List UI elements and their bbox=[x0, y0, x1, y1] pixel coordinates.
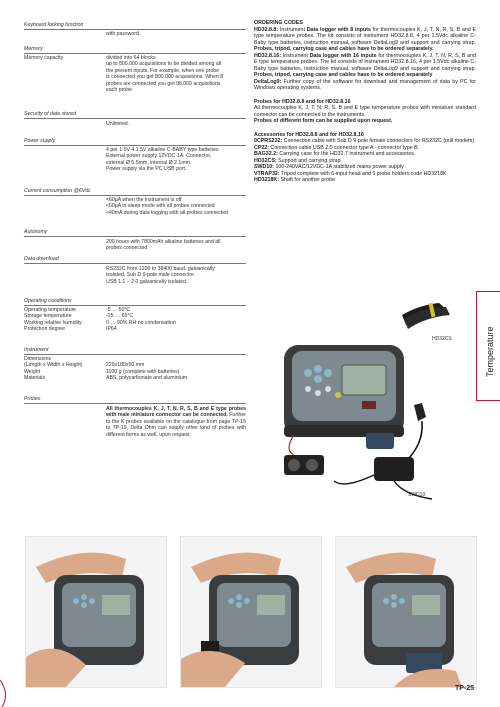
operating-values: -5 … 50°C -25 … 65°C 0 … 90% RH no condensation IP64 bbox=[106, 307, 176, 333]
accessory-item: HD32CS: Support and carrying strap bbox=[254, 157, 341, 164]
accessory-item: CP22: Connection cable USB 2.0 connector type A - connector type B. bbox=[254, 144, 420, 151]
memory-title: Memory bbox=[24, 46, 43, 52]
security-title: Security of data stored bbox=[24, 111, 76, 117]
accessory-item: 9CPRS232: Connection cable with Sub D 9-pole female connectors for RS232C (null modem) bbox=[254, 138, 475, 144]
section-tab bbox=[476, 291, 500, 401]
probes-heading: Probes for HD32.8.8 and for HD32.8.16 bbox=[254, 98, 351, 105]
divider bbox=[24, 53, 246, 54]
instrument-values: 220x180x50 mm 1100 g (complete with batteries) ABS, polycarbonate and aluminium bbox=[106, 362, 188, 382]
consumption-title: Current consumption @6Vdc bbox=[24, 188, 91, 194]
accessory-item: BAG32.2: Carrying case for the HD32.7 instrument and accessories. bbox=[254, 151, 416, 157]
divider bbox=[24, 236, 246, 237]
accessory-item: HD3218K: Shaft for another probe bbox=[254, 177, 335, 183]
datalogger-image bbox=[284, 345, 404, 437]
psu-caption: SWD10 bbox=[408, 492, 426, 498]
divider bbox=[24, 354, 246, 355]
accessory-item: VTRAP32: Tripod complete with 6-input head and 5 probe holders code HD3218K bbox=[254, 170, 447, 177]
ordering-codes bbox=[254, 20, 476, 184]
strap-caption: HD32CS bbox=[432, 336, 452, 342]
divider bbox=[24, 118, 246, 119]
probes-title: Probes bbox=[24, 396, 41, 402]
security-value: Unlimited. bbox=[106, 121, 130, 127]
divider bbox=[24, 195, 246, 196]
photo-hands-1 bbox=[25, 536, 167, 688]
power-value: 4 per 1.5V 4 1.5V alkaline C-BABY type batteries External power supply 12VDC-1A. Connector, external Ø 5.5mm, internal Ø 2.1mm. Power supply via the PC USB port. bbox=[106, 147, 219, 173]
product-illustration bbox=[254, 285, 474, 515]
divider bbox=[24, 403, 246, 404]
probes-value: All thermocouples K, J, T, N, R, S, B and E type probes with male miniature connector can be connected. Further to the K probes available on the catalogue from page TP-15 to TP-19, Delta Ohm can supply other kind of probes with different forms as well, upon request. bbox=[106, 406, 246, 438]
battery-pack-image bbox=[284, 455, 324, 475]
power-title: Power supply bbox=[24, 138, 56, 144]
memory-value: divided into 64 blocks up to 800.000 acquisitions to be divided among all the present inputs. For example, when one probe is connected you get 800.000 acquisitions. When 8 probes are connected you get 96.000 acquisitions each probe. bbox=[106, 55, 224, 94]
operating-labels: Operating temperature Storage temperature Working relative humidity Protection degree bbox=[24, 307, 82, 333]
download-title: Data download bbox=[24, 256, 59, 262]
instrument-title: Instrument bbox=[24, 347, 49, 353]
hd32816-entry: HD32.8.16: Instrument Data logger with 16 inputs for thermocouples K, J, T, N, R, S, B and E type temperature probes. The kit consists of instrument HD32.8.16, 4 per 1.5Vdc alkaline C-Baby type batteries, instruction manual, software DeltaLog9 and support and carrying strap. Probes, tripod, carrying case and cables have to be ordered separately bbox=[254, 52, 476, 78]
divider bbox=[24, 263, 246, 264]
photo-hands-3 bbox=[335, 536, 477, 688]
photo-hands-2 bbox=[180, 536, 322, 688]
corner-decoration bbox=[0, 680, 20, 707]
instrument-labels: Dimensions (Length x Width x Height) Weight Materials bbox=[24, 356, 83, 382]
accessory-item: SWD10: 100-240VAC/12VDC-1A stabilized mains power supply bbox=[254, 164, 404, 170]
deltalog-entry: DeltaLog9: Further copy of the software for download and management of data by PC for Windows operating systems. bbox=[254, 78, 476, 91]
probes-text: All thermocouples K, J, T, N, R, S, B and E type temperature probes with miniature standard connector can be connected to the instruments. bbox=[254, 105, 476, 118]
section-tab-label: Temperature bbox=[485, 326, 495, 377]
autonomy-title: Autonomy bbox=[24, 229, 48, 235]
divider bbox=[24, 145, 246, 146]
hd3288-entry: HD32.8.8: Instrument Data logger with 8 inputs for thermocouples K, J, T, N, R, S, B and E type temperature probes. The kit consists of instrument HD32.8.8, 4 per 1.5Vdc alkaline C-Baby type batteries, instruction manual, software DeltaLog9 and support and carrying strap. Probes, tripod, carrying case and cables have to be ordered separately. bbox=[254, 26, 477, 52]
memory-label: Memory capacity bbox=[24, 55, 64, 61]
autonomy-value: 200 hours with 7800mAh alkaline batteries and all probes connected bbox=[106, 239, 221, 252]
strap-image bbox=[402, 303, 450, 329]
keyboard-value: with password. bbox=[106, 31, 141, 37]
download-value: RS232C from 1200 to 38400 baud, galvanically isolated. Sub D 9-pole male connector. USB 1.1 – 2.0 galvanically isolated. bbox=[106, 266, 215, 285]
operating-title: Operating conditions bbox=[24, 298, 72, 304]
divider bbox=[24, 305, 246, 306]
usb-interface-image bbox=[366, 433, 394, 449]
divider bbox=[24, 29, 246, 30]
probe-cable bbox=[289, 435, 294, 455]
page-number: TP-25 bbox=[454, 685, 474, 692]
ordering-title: ORDERING CODES bbox=[254, 20, 303, 26]
probes-note: Probes of different form can be supplied upon request. bbox=[254, 118, 393, 124]
consumption-value: <60µA when the instrument is off <60µA in sleep mode with all probes connected <40mA during data logging with all probes connected bbox=[106, 197, 228, 216]
keyboard-title: Keyboard locking function bbox=[24, 22, 84, 28]
accessories-heading: Accessories for HD32.8.8 and for HD32.8.16 bbox=[254, 131, 364, 138]
